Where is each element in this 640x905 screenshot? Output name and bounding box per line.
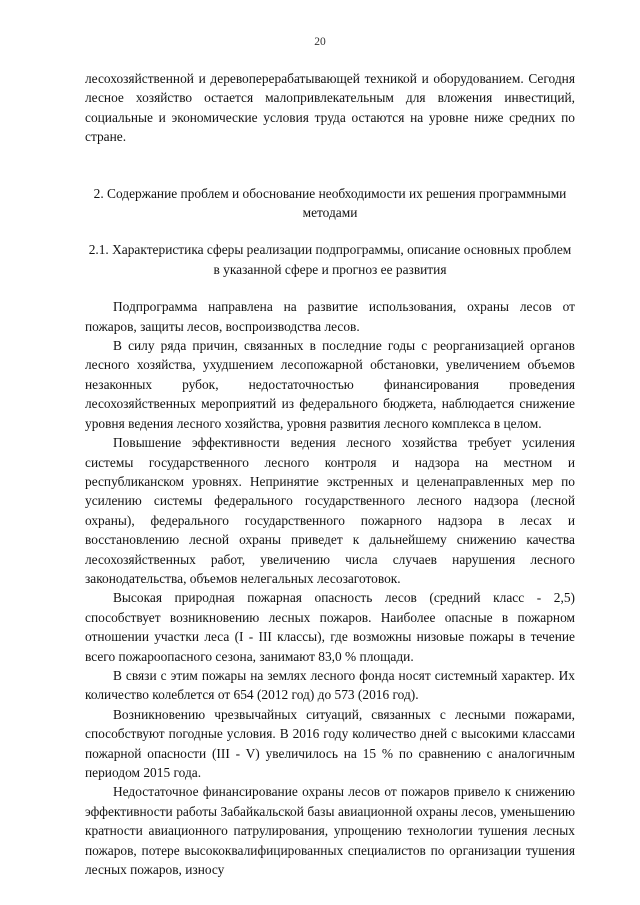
- intro-paragraph: лесохозяйственной и деревоперерабатывающей техникой и оборудованием. Сегодня лесное хозяйство остается малопривлекательным для вложения инвестиций, социальные и экономические условия труда остаются на уровне ниже средних по стране.: [85, 71, 575, 145]
- subsection-heading: 2.1. Характеристика сферы реализации подпрограммы, описание основных проблем в указанной сфере и прогноз ее развития: [88, 242, 572, 277]
- paragraph-5: В связи с этим пожары на землях лесного фонда носят системный характер. Их количество колеблется от 654 (2012 год) до 573 (2016 год).: [85, 667, 575, 703]
- document-body: [85, 69, 575, 879]
- paragraph-2: В силу ряда причин, связанных в последние годы с реорганизацией органов лесного хозяйства, ухудшением лесопожарной обстановки, увеличением объемов незаконных рубок, недостаточностью финансирования проведения лесохозяйственных мероприятий из федерального бюджета, наблюдается снижение уровня ведения лесного хозяйства, уровня развития лесного комплекса в целом.: [85, 338, 575, 431]
- paragraph-3: Повышение эффективности ведения лесного хозяйства требует усиления системы государственного лесного контроля и надзора на местном и республиканском уровнях. Непринятие экстренных и целенаправленных мер по усилению системы федерального государственного лесного надзора (лесной охраны), федерального государственного пожарного надзора в лесах и восстановлению лесной охраны приведет к дальнейшему снижению качества лесохозяйственных работ, увеличению числа случаев нарушения лесного законодательства, объемов нелегальных лесозаготовок.: [85, 435, 575, 586]
- paragraph-1: Подпрограмма направлена на развитие использования, охраны лесов от пожаров, защиты лесов, воспроизводства лесов.: [85, 299, 575, 334]
- paragraph-list: [85, 297, 575, 879]
- section-heading: 2. Содержание проблем и обоснование необходимости их решения программными методами: [93, 185, 567, 221]
- paragraph-4: Высокая природная пожарная опасность лесов (средний класс - 2,5) способствует возникновению лесных пожаров. Наиболее опасные в пожарном отношении участки леса (I - III классы), где возможны низовые пожары в течение всего пожароопасного сезона, занимают 83,0 % площади.: [85, 590, 575, 664]
- paragraph-6: Возникновению чрезвычайных ситуаций, связанных с лесными пожарами, способствуют погодные условия. В 2016 году количество дней с высокими классами пожарной опасности (III - V) увеличилось на 15 % по сравнению с аналогичным периодом 2015 года.: [85, 706, 575, 780]
- page-number: 20: [314, 36, 326, 48]
- paragraph-7: Недостаточное финансирование охраны лесов от пожаров привело к снижению эффективности работы Забайкальской базы авиационной охраны лесов, уменьшению кратности авиационного патрулирования, упрощению технологии тушения лесных пожаров, потере высококвалифицированных специалистов по организации тушения лесных пожаров, износу: [85, 784, 575, 878]
